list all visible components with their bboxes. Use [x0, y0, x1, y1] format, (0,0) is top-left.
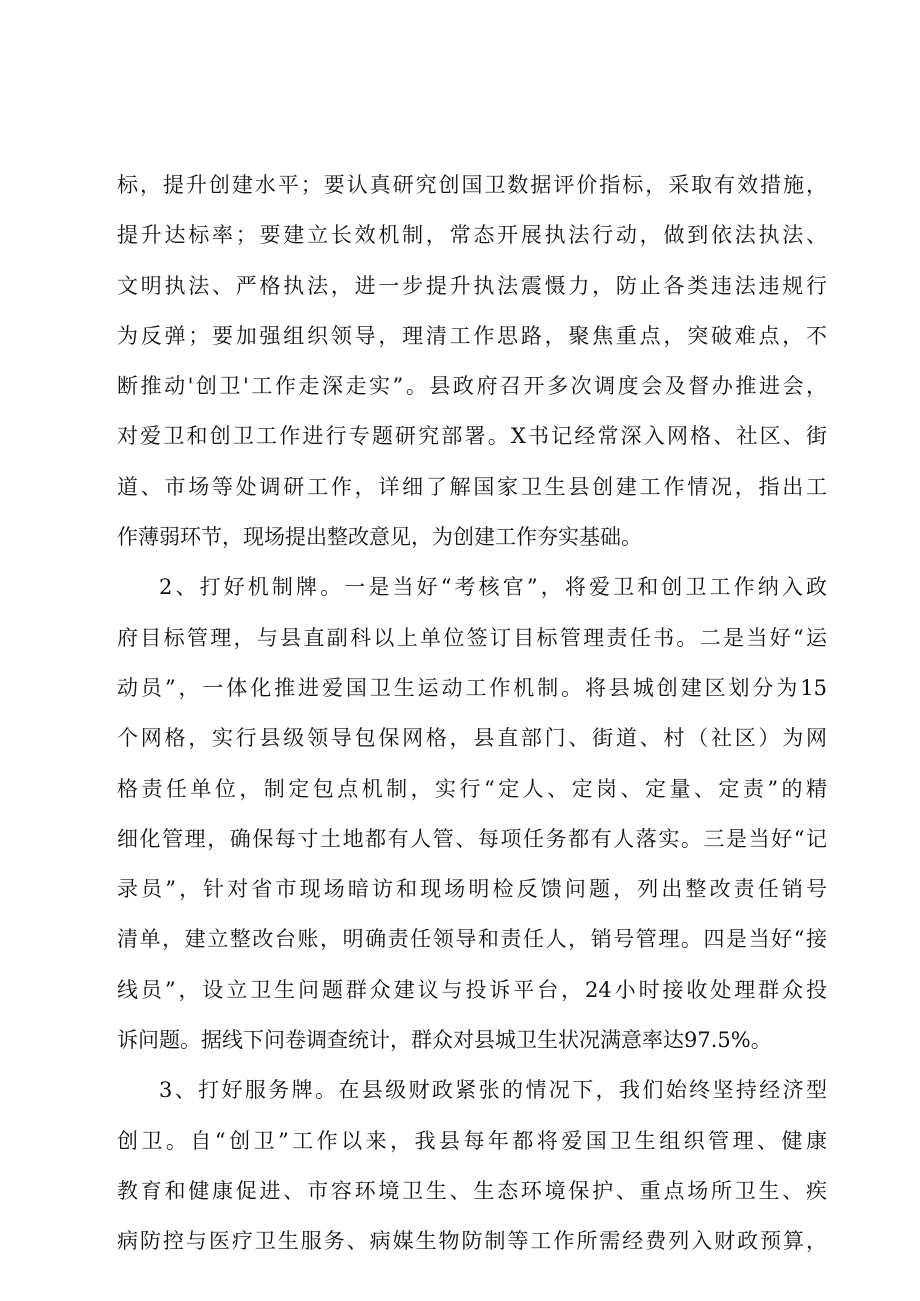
body-text: [117, 160, 827, 1267]
text-line: 府目标管理，与县直副科以上单位签订目标管理责任书。二是当好“运: [117, 625, 827, 650]
text-line: 个网格，实行县级领导包保网格，县直部门、街道、村（社区）为网: [117, 726, 827, 751]
text-line: 断推动'创卫'工作走深走实”。县政府召开多次调度会及督办推进会，: [117, 374, 827, 399]
text-line: 对爱卫和创卫工作进行专题研究部署。X书记经常深入网格、社区、街: [117, 424, 827, 449]
text-line: 细化管理，确保每寸土地都有人管、每项任务都有人落实。三是当好“记: [117, 826, 827, 851]
paragraph-heading-line: 3、打好服务牌。在县级财政紧张的情况下，我们始终坚持经济型: [159, 1078, 827, 1103]
text-line: 线员”，设立卫生问题群众建议与投诉平台，24小时接收处理群众投: [117, 977, 827, 1002]
text-line: 提升达标率；要建立长效机制，常态开展执法行动，做到依法执法、: [117, 223, 827, 248]
text-line: 录员”，针对省市现场暗访和现场明检反馈问题，列出整改责任销号: [117, 877, 827, 902]
text-line: 道、市场等处调研工作，详细了解国家卫生县创建工作情况，指出工: [117, 474, 827, 499]
text-line: 清单，建立整改台账，明确责任领导和责任人，销号管理。四是当好“接: [117, 927, 827, 952]
text-line: 格责任单位，制定包点机制，实行“定人、定岗、定量、定责”的精: [117, 776, 827, 801]
text-line: 标，提升创建水平；要认真研究创国卫数据评价指标，采取有效措施，: [117, 173, 827, 197]
text-line: 教育和健康促进、市容环境卫生、生态环境保护、重点场所卫生、疾: [117, 1178, 827, 1203]
text-line: 诉问题。据线下问卷调查统计，群众对县城卫生状况满意率达97.5%。: [117, 1028, 772, 1053]
text-line: 动员”，一体化推进爱国卫生运动工作机制。将县城创建区划分为15: [117, 675, 827, 700]
text-line: 创卫。自“创卫”工作以来，我县每年都将爱国卫生组织管理、健康: [117, 1128, 827, 1153]
text-line: 文明执法、严格执法，进一步提升执法震慑力，防止各类违法违规行: [117, 273, 827, 298]
text-line: 为反弹；要加强组织领导，理清工作思路，聚焦重点，突破难点，不: [117, 323, 827, 348]
paragraph-heading-line: 2、打好机制牌。一是当好“考核官”，将爱卫和创卫工作纳入政: [159, 575, 827, 600]
text-line: 病防控与医疗卫生服务、病媒生物防制等工作所需经费列入财政预算，: [117, 1229, 827, 1254]
text-line: 作薄弱环节，现场提出整改意见，为创建工作夯实基础。: [117, 525, 642, 550]
